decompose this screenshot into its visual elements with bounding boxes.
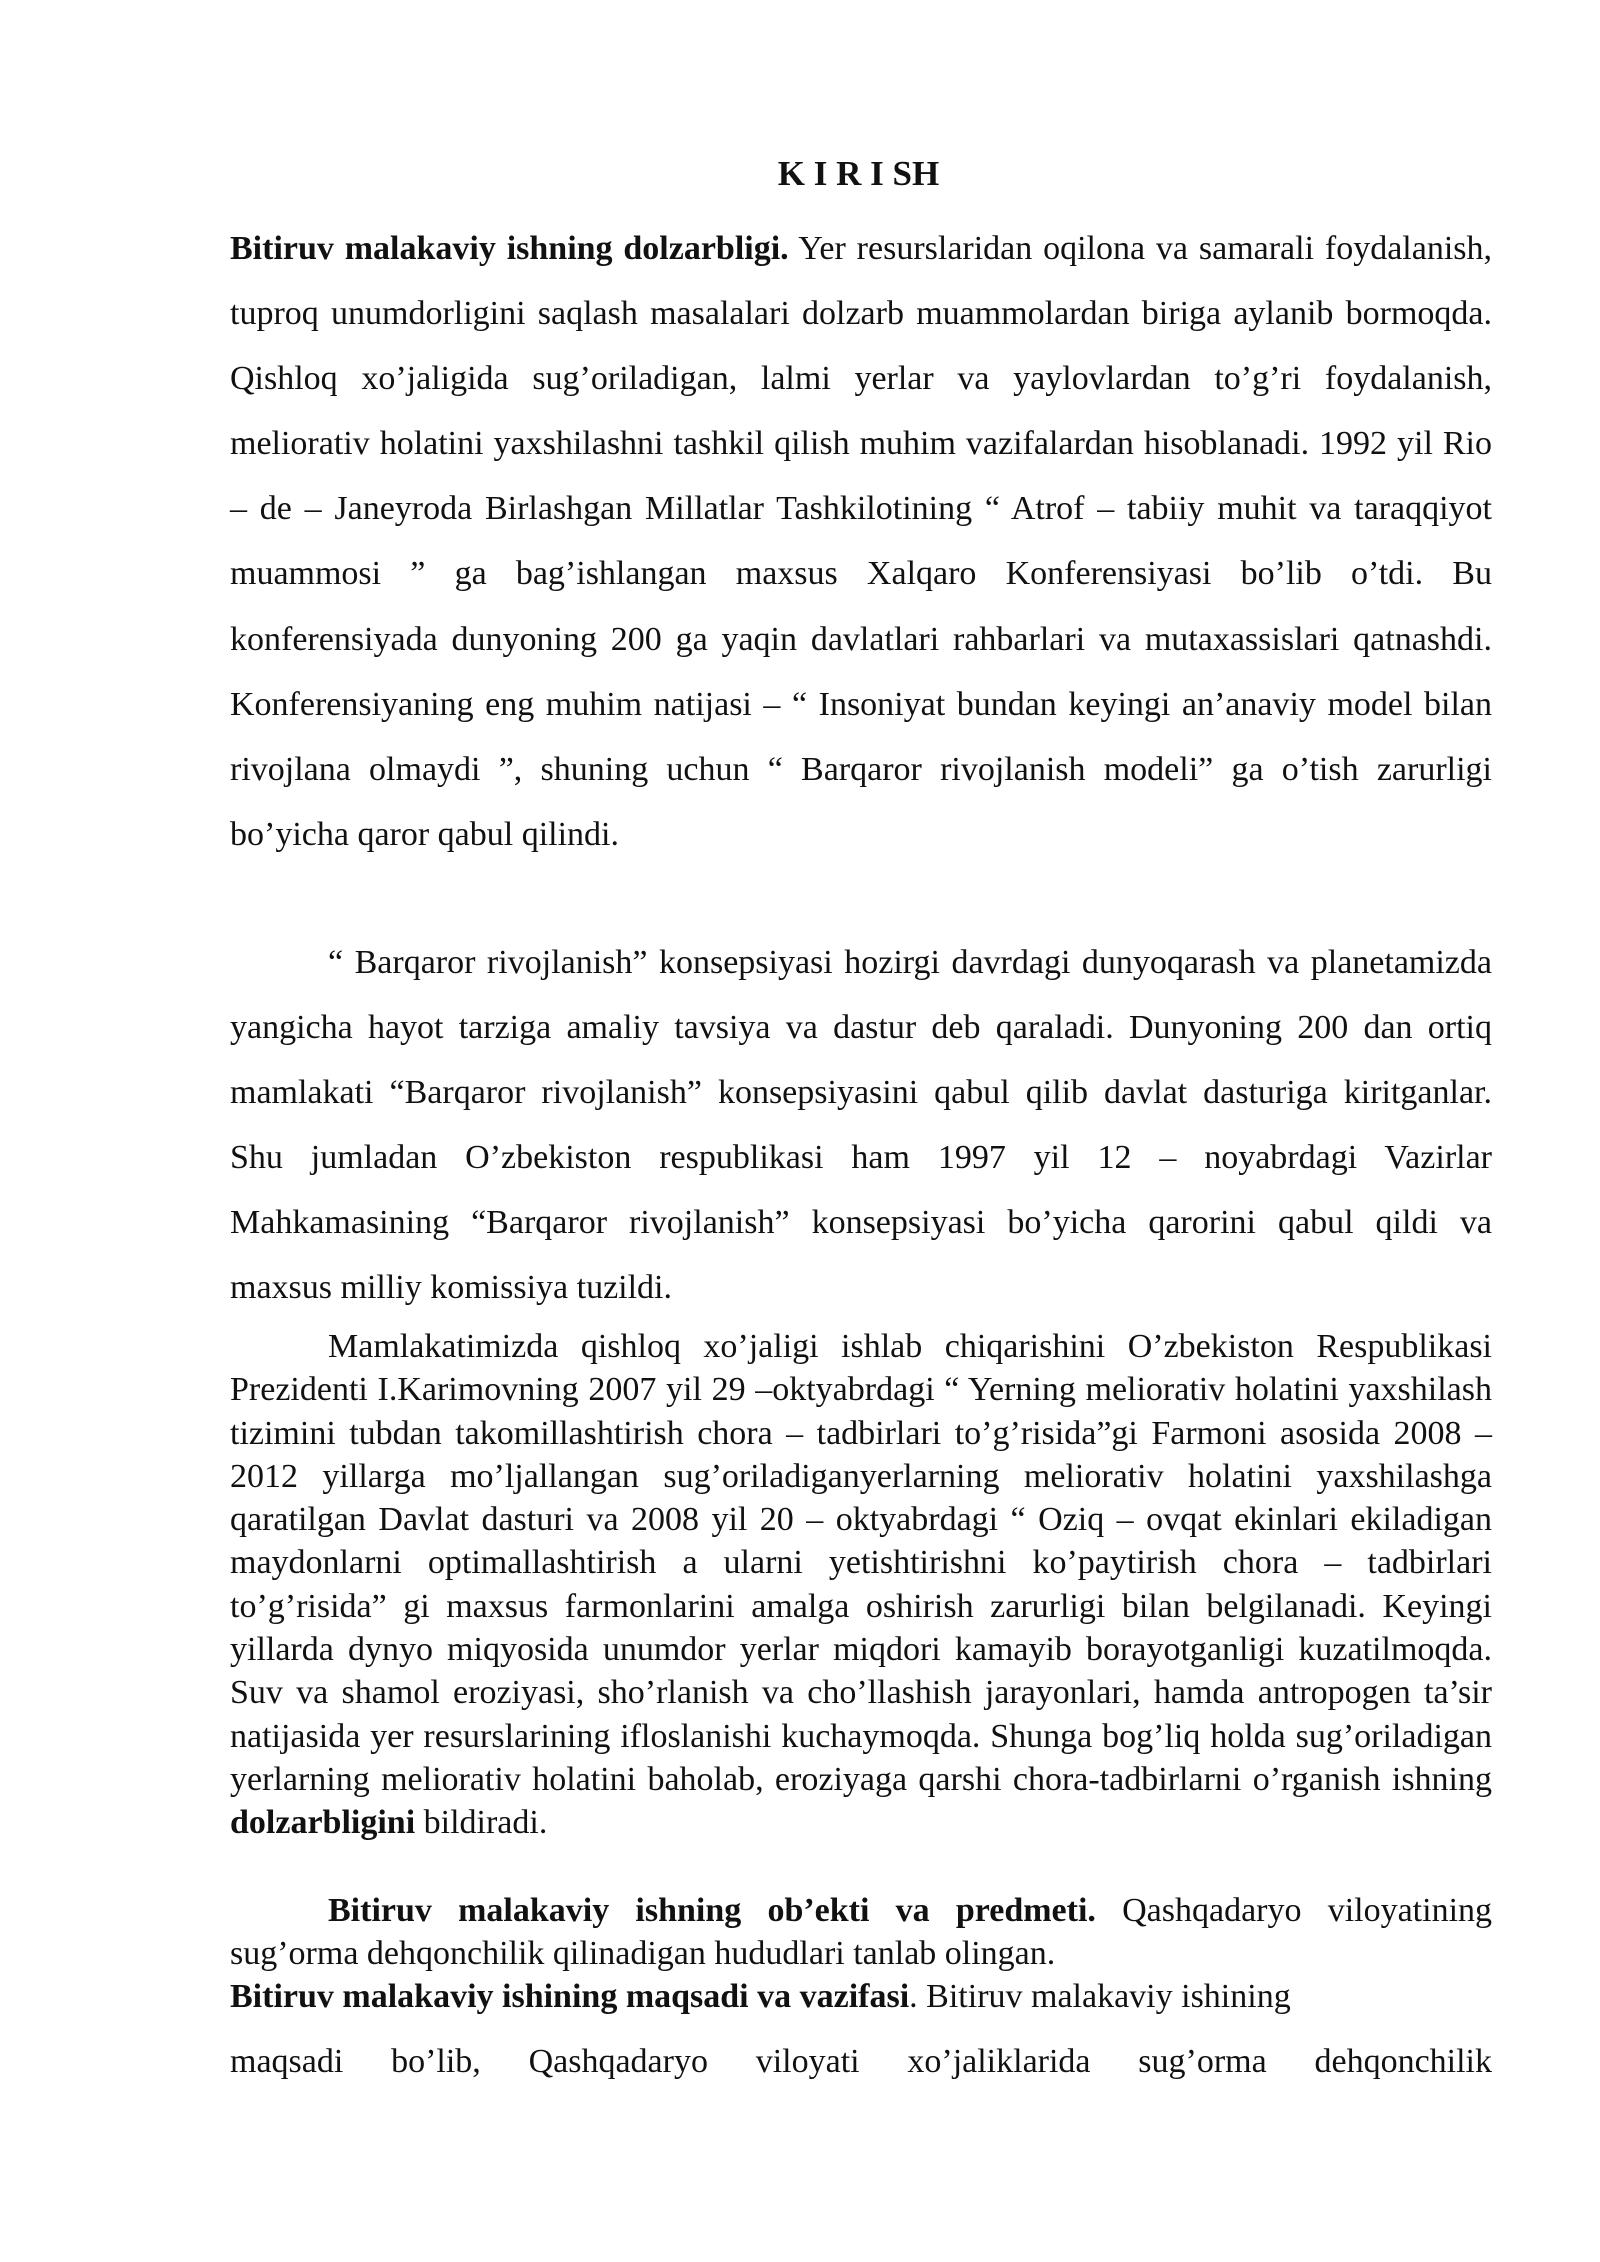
paragraph-lead: Bitiruv malakaviy ishning dolzarbligi. xyxy=(230,230,789,267)
paragraph-state-programs xyxy=(230,1325,1492,1845)
paragraph-tail: bildiradi. xyxy=(415,1804,548,1842)
paragraph-lead: Bitiruv malakaviy ishining maqsadi va vazifasi xyxy=(230,1978,910,2015)
bold-term: dolzarbligini xyxy=(230,1804,416,1842)
page-title: K I R I SH xyxy=(777,154,940,193)
paragraph-relevance xyxy=(230,216,1492,867)
paragraph-text: Yer resurslaridan oqilona va samarali foydalanish, tuproq unumdorligini saqlash masalalari dolzarb muammolardan biriga aylanib bormoqda. Qishloq xo’jaligida sug’oriladigan, lalmi yerlar va yaylovlardan to’g’ri foydalanish, meliorativ holatini yaxshilashni tashkil qilish muhim vazifalardan hisoblanadi. 1992 yil Rio – de – Janeyroda Birlashgan Millatlar Tashkilotining “ Atrof – tabiiy muhit va taraqqiyot muammosi ” ga bag’ishlangan maxsus Xalqaro Konferensiyasi bo’lib o’tdi. Bu konferensiyada dunyoning 200 ga yaqin davlatlari rahbarlari va mutaxassislari qatnashdi. Konferensiyaning eng muhim natijasi – “ Insoniyat bundan keyingi an’anaviy model bilan rivojlana olmaydi ”, shuning uchun “ Barqaror rivojlanish modeli” ga o’tish zarurligi bo’yicha qaror qabul qilindi. xyxy=(230,230,1493,853)
paragraph-text: Mamlakatimizda qishloq xo’jaligi ishlab chiqarishini O’zbekiston Respublikasi Prezidenti I.Karimovning 2007 yil 29 –oktyabrdagi “ Yerning meliorativ holatini yaxshilash tizimini tubdan takomillashtirish chora – tadbirlari to’g’risida”gi Farmoni asosida 2008 – 2012 yillarga mo’ljallangan sug’oriladiganyerlarning meliorativ holatini yaxshilashga qaratilgan Davlat dasturi va 2008 yil 20 – oktyabrdagi “ Oziq – ovqat ekinlari ekiladigan maydonlarni optimallashtirish a ularni yetishtirishni ko’paytirish chora – tadbirlari to’g’risida” gi maxsus farmonlarini amalga oshirish zarurligi bilan belgilanadi. Keyingi yillarda dynyo miqyosida unumdor yerlar miqdori kamayib borayotganligi kuzatilmoqda. Suv va shamol eroziyasi, sho’rlanish va cho’llashish jarayonlari, hamda antropogen ta’sir natijasida yer resurslarining ifloslanishi kuchaymoqda. Shunga bog’liq holda sug’oriladigan yerlarning meliorativ holatini baholab, eroziyaga qarshi chora-tadbirlarni o’rganish ishning xyxy=(230,1328,1492,1798)
paragraph-text: Qashqadaryo viloyatining sug’orma dehqonchilik qilinadigan hududlari tanlab olingan. xyxy=(230,1892,1493,1973)
paragraph-text: . Bitiruv malakaviy ishining xyxy=(909,1978,1291,2015)
paragraph-sustainable-development: “ Barqaror rivojlanish” konsepsiyasi hozirgi davrdagi dunyoqarash va planetamizda yangicha hayot tarziga amaliy tavsiya va dastur deb qaraladi. Dunyoning 200 dan ortiq mamlakati “Barqaror rivojlanish” konsepsiyasini qabul qilib davlat dasturiga kiritganlar. Shu jumladan O’zbekiston respublikasi ham 1997 yil 12 – noyabrdagi Vazirlar Mahkamasining “Barqaror rivojlanish” konsepsiyasi bo’yicha qarorini qabul qildi va maxsus milliy komissiya tuzildi. xyxy=(230,944,1492,1307)
paragraph-lead: Bitiruv malakaviy ishning ob’ekti va predmeti. xyxy=(328,1892,1096,1929)
paragraph-object-subject xyxy=(230,1889,1492,1976)
paragraph-goal-heading xyxy=(230,1975,1492,2018)
paragraph-goal-continuation: maqsadi bo’lib, Qashqadaryo viloyati xo’jaliklarida sug’orma dehqonchilik xyxy=(230,2043,1492,2080)
